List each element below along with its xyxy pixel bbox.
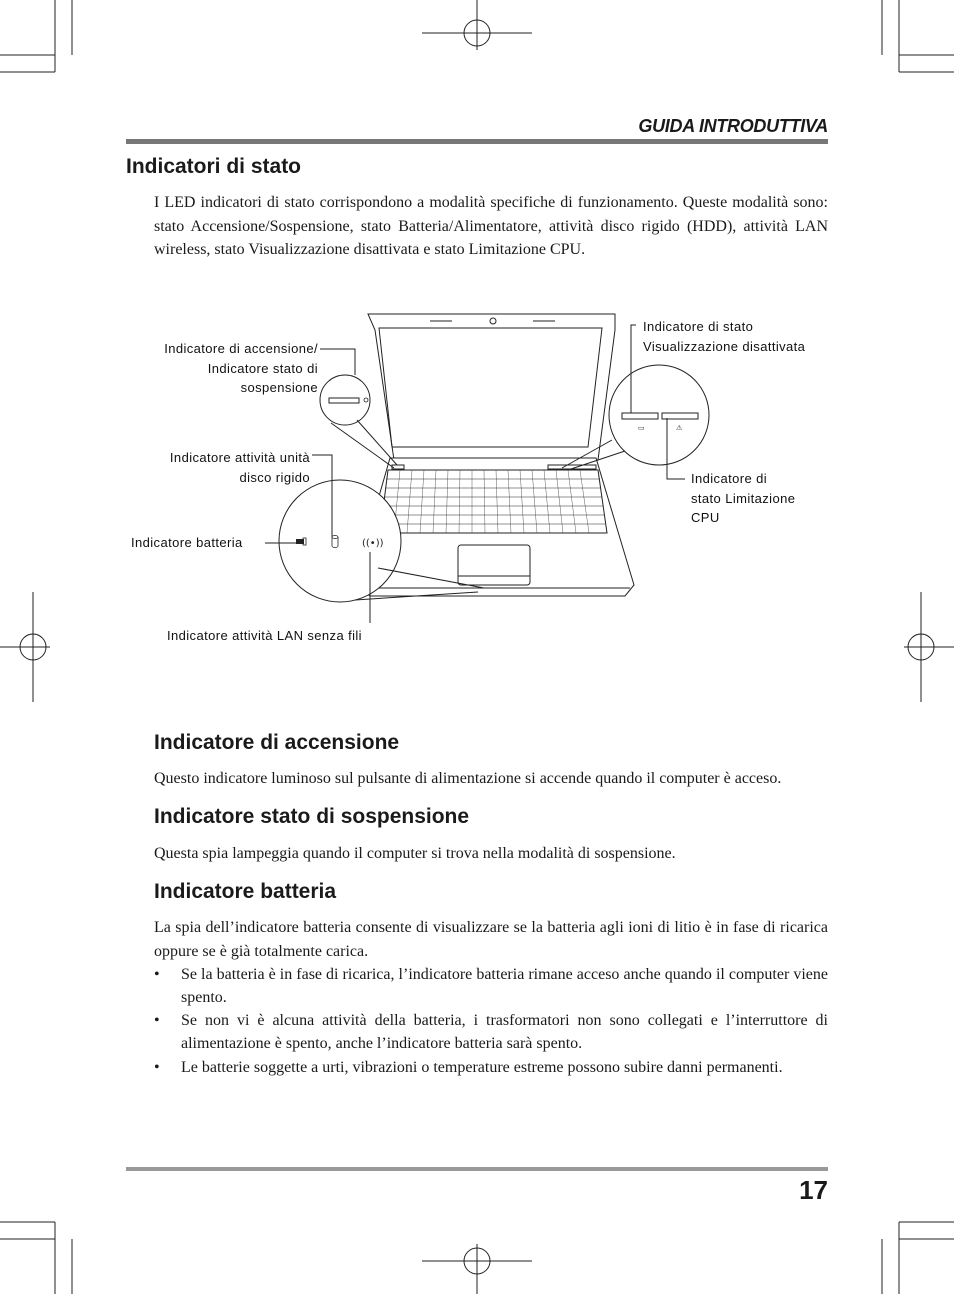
list-item: • Se la batteria è in fase di ricarica, l’indicatore batteria rimane acceso anche quando il computer viene spento. [154,966,828,1006]
svg-text:((•)): ((•)) [362,538,384,549]
label-cpu-throttle-indicator: Indicatore di stato Limitazione CPU [691,471,796,525]
sleep-indicator-text: Questa spia lampeggia quando il computer si trova nella modalità di sospensione. [154,845,676,862]
power-indicator-text: Questo indicatore luminoso sul pulsante di alimentazione si accende quando il computer è acceso. [154,770,782,787]
list-item: • Se non vi è alcuna attività della batteria, i trasformatori non sono collegati e l’interruttore di alimentazione è spento, anche l’indicatore batteria sarà spento. [154,1012,828,1052]
svg-text:▭: ▭ [638,424,645,432]
header-rule [126,139,828,144]
page-title: Indicatori di stato [126,155,302,178]
label-power-indicator: Indicatore di accensione/ Indicatore stato di sospensione [164,341,318,395]
section-header: GUIDA INTRODUTTIVA [638,116,828,136]
heading-sleep-indicator: Indicatore stato di sospensione [154,805,470,828]
label-display-off-indicator: Indicatore di stato Visualizzazione disattivata [643,319,806,354]
page-number: 17 [799,1175,828,1205]
battery-indicator-text: La spia dell’indicatore batteria consente di visualizzare se la batteria agli ioni di litio è in fase di ricarica oppure se è già totalmente carica. [154,919,828,960]
heading-power-indicator: Indicatore di accensione [154,731,400,754]
label-wlan-indicator: Indicatore attività LAN senza fili [167,628,362,643]
label-battery-indicator: Indicatore batteria [131,535,243,550]
heading-battery-indicator: Indicatore batteria [154,880,337,903]
footer-rule [126,1167,828,1171]
list-item: • Le batterie soggette a urti, vibrazioni o temperature estreme possono subire danni permanenti. [154,1059,783,1076]
svg-text:⚠: ⚠ [676,424,683,432]
label-hdd-indicator: Indicatore attività unità disco rigido [169,450,310,485]
intro-paragraph: I LED indicatori di stato corrispondono a modalità specifiche di funzionamento. Queste modalità sono: stato Accensione/Sospensione, stato Batteria/Alimentatore, attività disco rigido (HDD), attività LAN wireless, stato Visualizzazione disattivata e stato Limitazione CPU. [154,194,828,258]
